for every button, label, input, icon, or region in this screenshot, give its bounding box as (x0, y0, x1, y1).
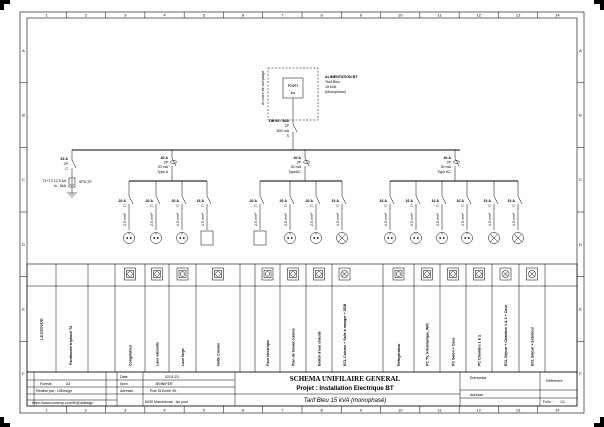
column-marker-top: 3 (124, 12, 127, 18)
row-marker-right: B (579, 112, 582, 118)
circuit-12 (457, 181, 473, 244)
row-marker-right: A (579, 47, 582, 53)
circuit-2 (146, 181, 162, 244)
column-marker-top: 5 (202, 12, 205, 18)
circuit-rating: 20 A (249, 199, 257, 203)
circuit-rating: 20 A (145, 199, 153, 203)
row-marker-right: C (579, 177, 582, 183)
legend-label-1: Congélateur (128, 345, 133, 366)
legend-table (27, 264, 577, 372)
circuit-8 (332, 181, 348, 244)
circuit-rating: 20 A (305, 199, 313, 203)
row-marker-left: C (22, 177, 25, 183)
circuit-cable: 2.5 mm² (123, 212, 127, 226)
project-title: Projet : Installation Electrique BT (296, 385, 394, 392)
name-label: Nom (120, 382, 128, 386)
circuit-curve: C (461, 204, 464, 208)
column-markers (46, 12, 561, 413)
spd-breaker-l2: 2P (63, 162, 68, 166)
rcd-spec-l1: 40 A (293, 156, 301, 160)
appliance-box-icon (201, 231, 213, 245)
legend-icon-4 (213, 268, 224, 280)
kwh-meter (283, 78, 303, 98)
legend-icon-5 (262, 268, 273, 280)
circuit-rating: 16 A (405, 199, 413, 203)
legend-parafoudre: Parafoudre triphasé T2 (69, 325, 73, 365)
circuit-7 (306, 181, 322, 244)
column-marker-bottom: 6 (241, 407, 245, 413)
outer-frame (20, 12, 584, 413)
rcd-spec-l4: TypeAC (288, 169, 301, 174)
kwh-meter-label: KwH (288, 83, 298, 88)
legend-label-6: Plan de travail cuisine (291, 328, 296, 366)
circuit-curve: C (254, 204, 257, 208)
column-marker-bottom: 2 (84, 407, 88, 413)
legend-icon-12 (474, 268, 485, 280)
spd-type-label: T1+T2 12,5 kA (42, 179, 66, 183)
legend-icon-13 (500, 268, 511, 280)
column-marker-bottom: 3 (124, 407, 127, 413)
supply-line3: 15 kVA (325, 85, 337, 89)
rcd-spec-l3: 30 mA (440, 165, 451, 170)
supply-section (261, 68, 358, 150)
circuit-cable: 2.5 mm² (461, 212, 465, 226)
legend-icon-6 (288, 268, 299, 280)
circuit-cable: 1.5 mm² (336, 212, 340, 226)
legend-label-2: Lave vaisselle (155, 341, 160, 366)
circuit-rating: 16 A (196, 199, 204, 203)
column-marker-top: 11 (437, 12, 442, 18)
circuit-cable: 2.5 mm² (150, 212, 154, 226)
circuit-11 (432, 181, 448, 244)
column-marker-bottom: 13 (515, 407, 521, 413)
main-breaker-l4: S (286, 134, 289, 138)
circuit-3 (172, 181, 188, 244)
circuit-curve: C (176, 204, 179, 208)
circuit-curve: C (201, 204, 204, 208)
circuit-curve: C (410, 204, 413, 208)
circuit-rating: 10 A (507, 199, 515, 203)
appliance-box-icon (254, 231, 266, 245)
format-label: Format : (40, 382, 54, 386)
legend-icon-10 (422, 268, 433, 280)
legend-icon-9 (393, 268, 404, 280)
rcd-groups (129, 150, 518, 181)
row-markers (20, 48, 584, 376)
column-marker-top: 1 (45, 12, 48, 18)
circuit-5 (250, 181, 266, 245)
column-marker-bottom: 14 (555, 407, 560, 413)
legend-title: LEGENDE (39, 318, 44, 340)
circuit-curve: C (512, 204, 515, 208)
main-breaker-l3: 500 mA (276, 129, 289, 133)
supply-line2: Tarif Bleu (325, 80, 340, 84)
legend-label-13: ECL Séjour + Chambre 1 & 2 + Cave (503, 304, 508, 366)
format-value: A3 (66, 382, 71, 386)
kwh-meter-sub: kw (290, 91, 296, 95)
circuit-1 (119, 181, 135, 244)
date-label: Date (120, 375, 128, 379)
legend-label-11: PC Salon + Cave (451, 337, 456, 366)
circuit-9 (380, 181, 396, 244)
circuits (119, 181, 524, 245)
circuit-10 (406, 181, 422, 244)
legend-icon-7 (314, 268, 325, 280)
rcd-spec-l4: Type A (157, 169, 168, 174)
row-marker-left: B (22, 112, 25, 118)
circuit-curve: C (384, 204, 387, 208)
circuit-cable: 2.5 mm² (436, 212, 440, 226)
circuit-rating: 20 A (279, 199, 287, 203)
spd-breaker-l3: C (65, 167, 68, 171)
row-marker-right: D (579, 241, 582, 247)
earth-symbol (67, 193, 77, 197)
circuit-curve: C (310, 204, 313, 208)
made-by: Réalisé par : UfDesign (36, 389, 72, 393)
circuit-cable: 2.5 mm² (176, 212, 180, 226)
main-breaker-l2: 2P (284, 124, 289, 128)
drawing-title: SCHEMA UNIFILAIRE GENERAL (289, 375, 401, 383)
tariff-subtitle: Tarif Bleu 15 kVA (monophasé) (303, 398, 387, 404)
city-value: 6030 Marchienne - Au pont (145, 400, 189, 404)
rcd-spec-l1: 40 A (160, 156, 168, 160)
column-marker-bottom: 11 (437, 407, 442, 413)
adresse2-label: Adresse (470, 393, 484, 397)
circuit-curve: C (488, 204, 491, 208)
legend-columns (88, 264, 545, 372)
circuit-rating: 16 A (431, 199, 439, 203)
circuit-rating: 16 A (379, 199, 387, 203)
row-marker-left: F (22, 371, 25, 377)
row-marker-left: E (22, 306, 25, 312)
address-label: Adresse : (120, 389, 136, 393)
circuit-cable: 1.5 mm² (488, 212, 492, 226)
rcd-spec-l3: 30 mA (157, 165, 168, 170)
column-marker-top: 9 (359, 12, 363, 18)
legend-label-8: ECL Cuisine + Salle à manger + SDB (342, 303, 347, 366)
legend-label-12: PC Chambre 1 & 2 (477, 334, 482, 366)
circuit-rating: 10 A (483, 199, 491, 203)
main-breaker-l1: DB 60 / 30A (269, 119, 289, 123)
column-marker-top: 2 (84, 12, 88, 18)
column-marker-top: 12 (476, 12, 482, 18)
circuit-curve: C (436, 204, 439, 208)
author-url: https://www.comeup.com/fr/@ufdesign (32, 401, 94, 405)
circuit-rating: 20 A (171, 199, 179, 203)
legend-label-7: Ballon d'eau chaude (317, 331, 322, 366)
rcd-spec-l2: 2P (446, 160, 451, 165)
circuit-curve: C (150, 204, 153, 208)
column-marker-top: 13 (515, 12, 521, 18)
circuit-4 (197, 181, 213, 245)
surge-protection (42, 150, 92, 197)
column-marker-top: 7 (281, 12, 284, 18)
circuit-rating: 10 A (331, 199, 339, 203)
circuit-cable: 1.5 mm² (512, 212, 516, 226)
circuit-curve: C (336, 204, 339, 208)
row-marker-left: D (22, 241, 25, 247)
meter-cabinet-label: Armoire de comptage (261, 70, 265, 105)
legend-label-14: ECL Séjour + Extérieur (530, 327, 535, 366)
column-marker-top: 10 (397, 12, 403, 18)
row-marker-left: A (22, 47, 25, 53)
spd-type-sub: In : 5kA (53, 184, 66, 188)
column-marker-bottom: 4 (163, 407, 166, 413)
circuit-rating: 20 A (118, 199, 126, 203)
circuit-cable: 2.5 mm² (310, 212, 314, 226)
spd-breaker-l1: 63 A (60, 157, 68, 161)
circuit-13 (484, 181, 500, 244)
legend-icon-11 (448, 268, 459, 280)
name-value: JENNIFER (155, 382, 173, 386)
legend-icon-3 (177, 268, 188, 280)
reference-label: Référence (546, 379, 563, 383)
legend-label-10: PC TV, Informatique, Wifi (425, 323, 430, 366)
legend-label-5: Four électrique (265, 340, 270, 366)
folio-label: Folio : (543, 400, 553, 404)
spd-label: SPD 2P (79, 180, 92, 184)
title-block (27, 372, 577, 406)
entreprise-label: Entreprise (470, 376, 487, 380)
circuit-rating: 16 A (456, 199, 464, 203)
circuit-curve: C (123, 204, 126, 208)
column-marker-bottom: 8 (320, 407, 323, 413)
column-marker-top: 6 (241, 12, 245, 18)
circuit-curve: C (284, 204, 287, 208)
circuit-cable: 2.5 mm² (254, 212, 258, 226)
circuit-cable: 2.5 mm² (384, 212, 388, 226)
circuit-cable: 2.5 mm² (284, 212, 288, 226)
row-marker-right: F (579, 371, 582, 377)
column-marker-top: 14 (555, 12, 560, 18)
legend-icon-1 (125, 268, 136, 280)
legend-icon-8 (339, 268, 350, 280)
column-marker-bottom: 1 (45, 407, 48, 413)
rcd-spec-l2: 2P (163, 160, 168, 165)
circuit-cable: 1.5 mm² (201, 212, 205, 226)
legend-label-9: Réfrigérateur (396, 343, 401, 366)
column-marker-bottom: 7 (281, 407, 284, 413)
legend-icon-14 (527, 268, 538, 280)
rcd-spec-l4: Type AC (437, 169, 451, 174)
inner-frame (27, 18, 577, 406)
circuit-6 (280, 181, 296, 244)
column-marker-bottom: 12 (476, 407, 482, 413)
column-marker-top: 4 (163, 12, 166, 18)
rcd-spec-l3: 30 mA (290, 165, 301, 170)
legend-icon-2 (152, 268, 163, 280)
rcd-spec-l2: 2P (296, 160, 301, 165)
address-value: Rue St Emile 49, (150, 389, 177, 393)
circuit-cable: 2.5 mm² (410, 212, 414, 226)
folio-value: 1/1 (560, 400, 565, 404)
supply-line4: (Monophasé) (325, 90, 347, 94)
legend-label-3: Lave linge (180, 348, 185, 366)
row-marker-right: E (579, 306, 582, 312)
date-value: 02/11/23 (165, 375, 179, 379)
circuit-14 (508, 181, 524, 244)
column-marker-bottom: 10 (397, 407, 403, 413)
legend-label-4: Hotte Cuisine (216, 342, 221, 366)
rcd-spec-l1: 40 A (443, 156, 451, 160)
column-marker-bottom: 5 (202, 407, 205, 413)
column-marker-top: 8 (320, 12, 323, 18)
column-marker-bottom: 9 (359, 407, 363, 413)
supply-title: ALIMENTATION BT (325, 75, 358, 79)
